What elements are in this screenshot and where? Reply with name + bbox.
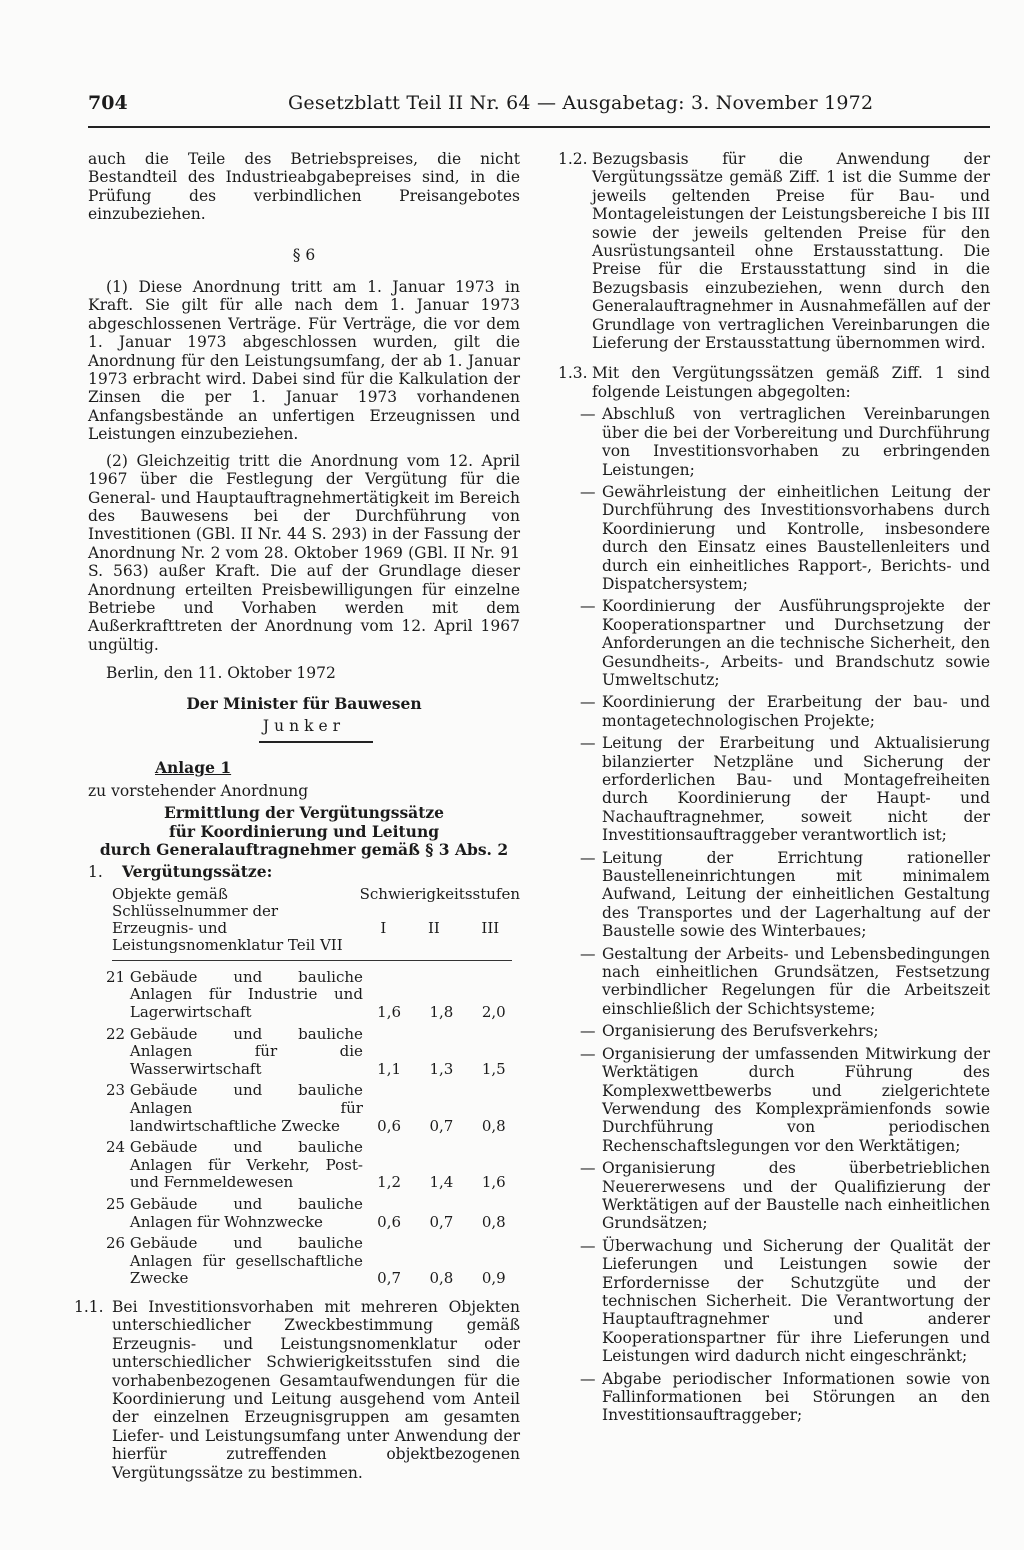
anlage-subtitle: zu vorstehender Anordnung	[88, 781, 309, 800]
section-1-3-text: Mit den Vergütungssätzen gemäß Ziff. 1 sind folgende Leistungen abgegolten:	[592, 364, 990, 401]
row-value-1: 0,6	[377, 1212, 402, 1231]
annex-heading-2: für Koordinierung und Leitung	[168, 821, 440, 841]
item-1-number: 1.	[88, 863, 103, 882]
table-row	[106, 1026, 520, 1079]
table-row	[106, 1139, 520, 1192]
list-item	[580, 1045, 990, 1155]
header-title: Gesetzblatt Teil II Nr. 64 — Ausgabetag: 3. November 1972	[288, 92, 874, 114]
list-item-text: Leitung der Errichtung rationeller Baustelleneinrichtungen mit minimalem Aufwand, Leitung der einheitlichen Gestaltung des Transportes und der Lagerhaltung auf der Baustelle sowie des Winterbaues;	[602, 848, 990, 941]
table-rule	[112, 960, 512, 961]
level-1: I	[380, 918, 387, 937]
table-header-levels	[360, 886, 520, 954]
row-number: 26	[106, 1234, 126, 1253]
signature-rule	[259, 741, 373, 743]
dash-bullet: —	[580, 597, 596, 616]
row-value-3: 1,5	[481, 1059, 506, 1078]
list-item	[580, 405, 990, 479]
list-item-text: Abschluß von vertraglichen Vereinbarungen über die bei der Vorbereitung und Durchführung von Investitionsvorhaben zu erbringenden Leistungen;	[602, 405, 990, 479]
section-1-1	[74, 1298, 520, 1482]
row-number: 22	[106, 1024, 126, 1043]
minister-title: Der Minister für Bauwesen	[186, 693, 422, 713]
row-value-1: 1,6	[377, 1003, 402, 1021]
dash-bullet: —	[580, 1369, 596, 1388]
row-value-1: 1,2	[377, 1173, 402, 1192]
row-label: Gebäude und bauliche Anlagen für gesellschaftliche Zwecke	[129, 1234, 363, 1288]
list-item-text: Abgabe periodischer Informationen sowie von Fallinformationen bei Störungen an den Investitionsauftraggeber;	[602, 1369, 990, 1425]
row-value-2: 0,7	[429, 1212, 454, 1231]
anlage-title: Anlage 1	[155, 758, 232, 778]
row-value-3: 0,8	[481, 1116, 506, 1135]
list-item	[580, 849, 990, 941]
rates-table	[106, 969, 520, 1288]
list-item	[580, 693, 990, 730]
page-header	[88, 92, 990, 124]
row-value-1: 1,1	[377, 1059, 402, 1078]
list-item-text: Organisierung des Berufsverkehrs;	[602, 1022, 879, 1041]
row-label: Gebäude und bauliche Anlagen für Wohnzwecke	[129, 1194, 363, 1231]
table-row	[106, 1082, 520, 1135]
row-value-2: 1,3	[429, 1059, 454, 1078]
list-item	[580, 945, 990, 1019]
item-1	[88, 863, 520, 881]
section-1-2	[558, 150, 990, 352]
list-item-text: Gewährleistung der einheitlichen Leitung der Durchführung des Investitionsvorhabens durch Koordinierung und Kontrolle, insbesondere durch den Einsatz eines Baustellenleiters und durch ein einheitliches Rapport-, Berichts- und Dispatchersystem;	[602, 482, 990, 593]
table-row	[106, 1235, 520, 1288]
paragraph-1: (1) Diese Anordnung tritt am 1. Januar 1973 in Kraft. Sie gilt für alle nach dem 1. Januar 1973 abgeschlossenen Verträge. Für Verträge, die vor dem 1. Januar 1973 abgeschlossen wurden, gilt die Anordnung für den Leistungsumfang, der ab 1. Januar 1973 erbracht wird. Dabei sind für die Kalkulation der Zinsen die per 1. Januar 1973 vorhandenen Anfangsbestände an unfertigen Erzeugnissen und Leistungen einzubeziehen.	[88, 278, 520, 444]
signer-name: Junker	[262, 716, 346, 735]
dash-bullet: —	[580, 693, 596, 712]
row-number: 25	[106, 1194, 126, 1213]
row-value-1: 0,7	[377, 1269, 402, 1288]
list-item-text: Organisierung des überbetrieblichen Neuererwesens und der Qualifizierung der Werktätigen auf der Baustelle nach einheitlichen Grundsätzen;	[602, 1159, 990, 1233]
section-1-2-number: 1.2.	[558, 150, 588, 168]
dash-bullet: —	[580, 848, 596, 867]
dash-bullet: —	[580, 1022, 596, 1041]
dash-bullet: —	[580, 944, 596, 963]
annex-heading-3: durch Generalauftragnehmer gemäß § 3 Abs. 2	[99, 840, 509, 859]
row-label: Gebäude und bauliche Anlagen für landwirtschaftliche Zwecke	[129, 1081, 363, 1135]
item-1-label: Vergütungssätze:	[122, 862, 273, 882]
table-row	[106, 1196, 520, 1231]
row-label: Gebäude und bauliche Anlagen für die Wasserwirtschaft	[129, 1024, 363, 1078]
annex-heading-1: Ermittlung der Vergütungssätze	[163, 803, 445, 823]
row-value-3: 2,0	[481, 1003, 506, 1021]
dash-bullet: —	[580, 482, 596, 501]
row-value-2: 1,4	[429, 1173, 454, 1192]
list-item	[580, 597, 990, 689]
row-label: Gebäude und bauliche Anlagen für Verkehr, Post- und Fernmeldewesen	[129, 1138, 363, 1192]
header-rule	[88, 126, 990, 128]
dash-bullet: —	[580, 1159, 596, 1178]
list-item-text: Koordinierung der Erarbeitung der bau- und montagetechnologischen Projekte;	[602, 693, 990, 730]
section-1-1-number: 1.1.	[74, 1297, 104, 1316]
dash-bullet: —	[580, 405, 596, 424]
page-number: 704	[88, 92, 128, 114]
row-value-3: 0,9	[481, 1269, 506, 1288]
list-item-text: Überwachung und Sicherung der Qualität der Lieferungen und Leistungen sowie der Erfordernisse der Schutzgüte und der technischen Sicherheit. Die Verantwortung der Hauptauftragnehmer und anderer Kooperationspartner für ihre Lieferungen und Leistungen wird dadurch nicht eingeschränkt;	[602, 1236, 990, 1366]
dash-bullet: —	[580, 1236, 596, 1255]
list-item-text: Gestaltung der Arbeits- und Lebensbedingungen nach einheitlichen Grundsätzen, Festsetzung verbindlicher Regelungen für die Arbeitszeit einschließlich der Schichtsysteme;	[602, 944, 990, 1018]
dash-bullet: —	[580, 1044, 596, 1063]
row-number: 23	[106, 1081, 126, 1100]
row-number: 24	[106, 1138, 126, 1157]
section-1-3-number: 1.3.	[558, 364, 588, 383]
row-value-2: 0,7	[429, 1116, 454, 1135]
table-header-objects: Objekte gemäß Schlüsselnummer der Erzeugnis- und Leistungsnomenklatur Teil VII	[112, 884, 343, 954]
levels-caption: Schwierigkeitsstufen	[359, 884, 520, 903]
list-item-text: Koordinierung der Ausführungsprojekte der Kooperationspartner und Durchsetzung der Anforderungen an die technische Sicherheit, den Gesundheits-, Arbeits- und Brandschutz sowie Umweltschutz;	[602, 597, 990, 689]
list-item-text: Organisierung der umfassenden Mitwirkung der Werktätigen durch Führung des Komplexwettbewerbs und zielgerichtete Verwendung des Komplexprämienfonds sowie Durchführung von periodischen Rechenschaftslegungen vor den Werktätigen;	[602, 1044, 990, 1155]
row-value-2: 0,8	[429, 1269, 454, 1288]
intro-paragraph: auch die Teile des Betriebspreises, die nicht Bestandteil des Industrieabgabepreises sind, in die Prüfung des verbindlichen Preisangebotes einzubeziehen.	[88, 150, 520, 224]
list-item	[580, 1159, 990, 1233]
level-2: II	[427, 918, 440, 937]
row-value-1: 0,6	[377, 1116, 402, 1135]
section-6-heading: § 6	[292, 245, 316, 264]
row-label: Gebäude und bauliche Anlagen für Industrie und Lagerwirtschaft	[129, 967, 363, 1021]
section-1-1-text: Bei Investitionsvorhaben mit mehreren Objekten unterschiedlicher Zweckbestimmung gemäß Erzeugnis- und Leistungsnomenklatur oder unterschiedlicher Schwierigkeitsstufen sind die vorhabenbezogenen Gesamtaufwendungen für die Koordinierung und Leitung ausgehend vom Anteil der einzelnen Erzeugnisgruppen am gesamten Liefer- und Leistungsumfang unter Anwendung der hierfür zutreffenden objektbezogenen Vergütungssätze zu bestimmen.	[112, 1297, 520, 1482]
section-1-3	[558, 364, 990, 401]
list-item	[580, 1237, 990, 1366]
list-item	[580, 483, 990, 593]
table-header	[112, 886, 520, 954]
place-date: Berlin, den 11. Oktober 1972	[106, 664, 336, 683]
list-item	[580, 1370, 990, 1425]
list-item	[580, 734, 990, 844]
dash-bullet: —	[580, 734, 596, 753]
table-row	[106, 969, 520, 1022]
level-3: III	[481, 918, 500, 937]
row-value-3: 0,8	[481, 1212, 506, 1231]
left-column	[74, 150, 520, 1482]
row-value-2: 1,8	[429, 1003, 454, 1021]
list-item	[580, 1022, 990, 1040]
paragraph-2: (2) Gleichzeitig tritt die Anordnung vom 12. April 1967 über die Festlegung der Vergütung für die General- und Hauptauftragnehmertätigkeit im Bereich des Bauwesens bei der Durchführung von Investitionen (GBl. II Nr. 44 S. 293) in der Fassung der Anordnung Nr. 2 vom 28. Oktober 1969 (GBl. II Nr. 91 S. 563) außer Kraft. Die auf der Grundlage dieser Anordnung erteilten Preisbewilligungen für einzelne Betriebe und Vorhaben werden mit dem Außerkrafttreten der Anordnung vom 12. April 1967 ungültig.	[88, 451, 520, 654]
right-column	[558, 150, 990, 1425]
list-item-text: Leitung der Erarbeitung und Aktualisierung bilanzierter Netzpläne und Sicherung der erforderlichen Bau- und Montagefreiheiten durch Koordinierung der Haupt- und Nachauftragnehmer, soweit nicht der Investitionsauftraggeber verantwortlich ist;	[602, 734, 990, 845]
row-value-3: 1,6	[481, 1173, 506, 1192]
section-1-2-text: Bezugsbasis für die Anwendung der Vergütungssätze gemäß Ziff. 1 ist die Summe der jeweils geltenden Preise für Bau- und Montageleistungen der Leistungsbereiche I bis III sowie der jeweils geltenden Preise für den Ausrüstungsanteil ohne Erstausstattung. Die Preise für die Erstausstattung sind in die Bezugsbasis einzubeziehen, wenn durch den Generalauftragnehmer in Ausnahmefällen auf der Grundlage von vertraglichen Vereinbarungen die Lieferung der Erstausstattung übernommen wird.	[592, 150, 990, 353]
row-number: 21	[106, 967, 126, 986]
